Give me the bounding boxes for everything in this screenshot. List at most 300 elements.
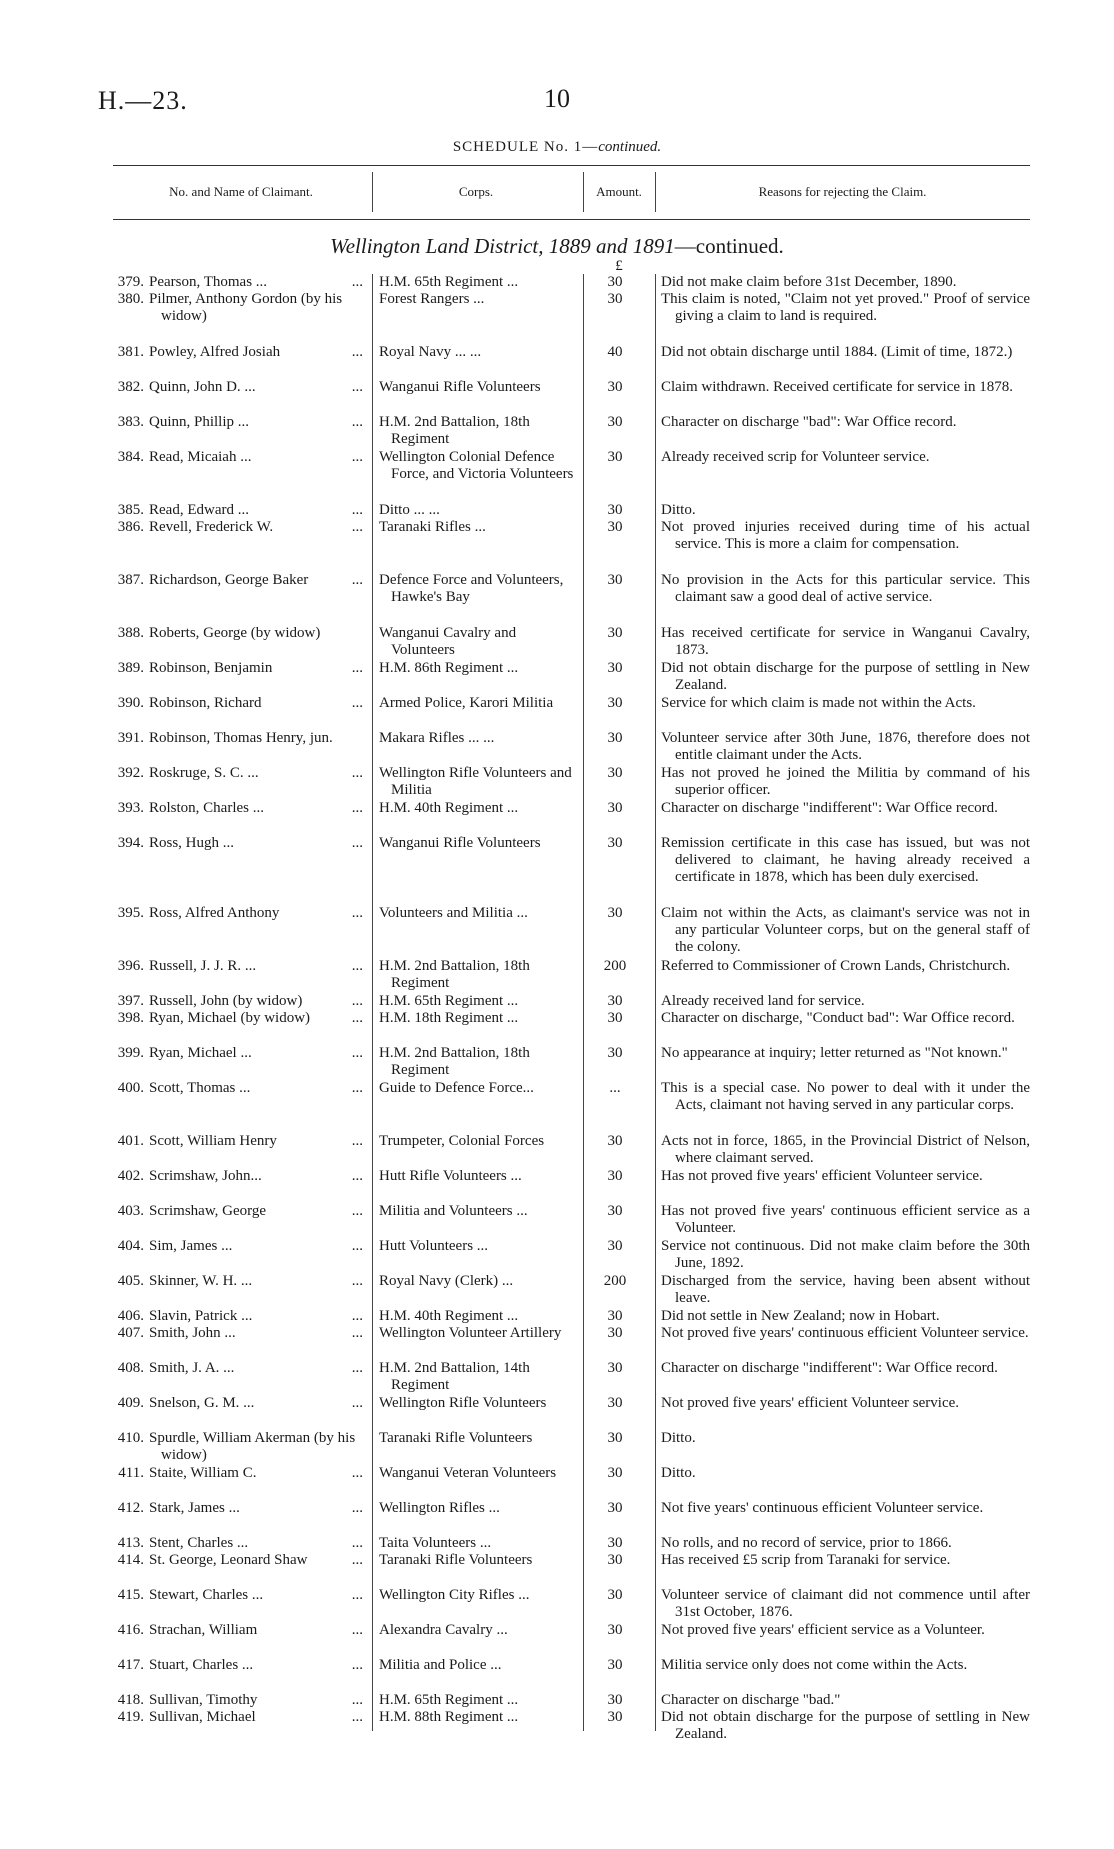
page-number: 10 [544,84,570,113]
column-header-amount: Amount. [596,184,642,199]
reason-cell [651,1203,1030,1238]
claim-number: 411. [118,1465,144,1481]
reason-text: Ditto. [661,502,696,518]
table-row [113,519,1030,572]
claim-number: 401. [117,1133,144,1149]
claim-number: 379. [117,274,144,290]
reason-cell [651,1430,1030,1465]
corps-text: Ditto ... ... [379,502,440,518]
corps-text: H.M. 65th Regiment ... [379,274,519,290]
reason-cell [651,1552,1030,1587]
claimant-name [149,800,363,835]
corps-text: Makara Rifles ... ... [379,730,495,746]
claimant-name [149,660,363,695]
amount-cell: 30 [607,1709,623,1725]
leader-dots: ... [348,1465,363,1482]
claimant-name-text: Strachan, William [149,1622,258,1638]
corps-cell [369,1203,579,1238]
reason-text: Has not proved five years' efficient Volunteer service. [661,1168,983,1184]
reason-cell [651,1273,1030,1308]
table-row [113,449,1030,502]
table-row [113,1622,1030,1657]
claimant-cell [113,835,369,905]
corps-text: Hutt Volunteers ... [379,1238,489,1254]
claim-number: 419. [117,1709,144,1725]
corps-cell [369,1500,579,1535]
amount-cell: 30 [607,730,623,746]
amount-cell: 30 [607,1465,623,1481]
table-row [113,958,1030,993]
corps-text: H.M. 2nd Battalion, 14th Regiment [379,1360,530,1393]
amount-cell: 30 [607,905,623,921]
table-row [113,1500,1030,1535]
amount-cell: 30 [607,800,623,816]
claimant-cell [113,660,369,695]
claimant-cell [113,958,369,993]
claim-number: 397. [117,993,144,1009]
claimant-cell [113,1430,369,1465]
leader-dots: ... [348,1395,363,1412]
claimant-name [149,1080,363,1133]
reason-text: Did not obtain discharge for the purpose of settling in New Zealand. [661,660,1030,693]
amount-cell: 30 [607,502,623,518]
leader-dots: ... [348,1238,363,1255]
corps-cell [369,1133,579,1168]
claim-number: 380. [117,291,144,307]
amount-cell: 30 [607,1657,623,1673]
header-divider [583,172,584,212]
corps-text: Militia and Volunteers ... [379,1203,528,1219]
claim-number: 417. [117,1657,144,1673]
claim-number: 398. [117,1010,144,1026]
leader-dots: ... [348,1657,363,1674]
table-row [113,1325,1030,1360]
claimant-name [149,1238,363,1273]
reason-cell [651,1709,1030,1749]
claimant-name-text: Pearson, Thomas ... [149,274,268,290]
table-row [113,765,1030,800]
reason-text: Character on discharge "indifferent": War Office record. [661,1360,998,1376]
amount-cell: 30 [607,1308,623,1324]
corps-text: Forest Rangers ... [379,291,485,307]
claimant-name-text: Stark, James ... [149,1500,240,1516]
corps-cell [369,1168,579,1203]
corps-text: Royal Navy (Clerk) ... [379,1273,514,1289]
corps-text: Armed Police, Karori Militia [379,695,554,711]
reason-text: This is a special case. No power to deal with it under the Acts, claimant not having served in any particular corps. [661,1080,1030,1113]
claimant-cell [113,1622,369,1657]
claimant-name-text: Stent, Charles ... [149,1535,249,1551]
leader-dots: ... [348,1587,363,1604]
reason-cell [651,502,1030,519]
corps-cell [369,800,579,835]
amount-cell: 30 [607,274,623,290]
claimant-name-text: Robinson, Benjamin [149,660,273,676]
table-row [113,1273,1030,1308]
claimant-name-text: Quinn, John D. ... [149,379,256,395]
claimant-name-text: Pilmer, Anthony Gordon (by his widow) [149,291,343,324]
claimant-name [149,449,363,502]
district-continued: —continued. [674,234,784,258]
claims-table [113,274,1030,1749]
reason-text: Militia service only does not come within the Acts. [661,1657,968,1673]
reason-cell [651,1325,1030,1360]
reason-text: Not proved injuries received during time of his actual service. This is more a claim for compensation. [661,519,1030,552]
header-divider [655,172,656,212]
claimant-name-text: Scrimshaw, George [149,1203,267,1219]
claim-number: 405. [117,1273,144,1289]
reason-cell [651,1360,1030,1395]
claimant-cell [113,502,369,519]
reason-text: Did not make claim before 31st December, 1890. [661,274,957,290]
leader-dots: ... [348,1709,363,1726]
claimant-name-text: Scott, William Henry [149,1133,277,1149]
table-row [113,1045,1030,1080]
leader-dots: ... [348,344,363,361]
claimant-name [149,502,363,519]
claimant-cell [113,730,369,765]
claimant-cell [113,1500,369,1535]
amount-cell: 30 [607,835,623,851]
reason-text: Character on discharge "bad": War Office record. [661,414,957,430]
leader-dots: ... [348,835,363,852]
claimant-name [149,730,363,765]
reason-cell [651,800,1030,835]
claimant-cell [113,291,369,344]
amount-cell: 30 [607,519,623,535]
leader-dots: ... [348,993,363,1010]
reason-text: Did not settle in New Zealand; now in Hobart. [661,1308,940,1324]
header-bottom-rule [113,219,1030,220]
reason-cell [651,1168,1030,1203]
claimant-name [149,274,363,291]
corps-text: H.M. 65th Regiment ... [379,993,519,1009]
claimant-name [149,993,363,1010]
claim-number: 395. [117,905,144,921]
leader-dots: ... [348,1133,363,1150]
claim-number: 402. [117,1168,144,1184]
corps-cell [369,502,579,519]
claimant-cell [113,1709,369,1749]
table-row [113,1238,1030,1273]
table-row [113,1010,1030,1045]
claim-number: 416. [117,1622,144,1638]
claim-number: 392. [117,765,144,781]
reason-text: Has not proved he joined the Militia by command of his superior officer. [661,765,1030,798]
amount-cell: ... [609,1080,621,1096]
claimant-name [149,1535,363,1552]
corps-text: Guide to Defence Force... [379,1080,534,1096]
claimant-cell [113,1238,369,1273]
reason-cell [651,379,1030,414]
corps-cell [369,1395,579,1430]
corps-text: Wellington Volunteer Artillery [379,1325,562,1341]
claimant-cell [113,1045,369,1080]
claim-number: 381. [117,344,144,360]
corps-cell [369,1587,579,1622]
corps-cell [369,1325,579,1360]
reason-text: Acts not in force, 1865, in the Provincial District of Nelson, where claimant served. [661,1133,1030,1166]
amount-cell: 30 [607,1395,623,1411]
table-row [113,274,1030,291]
reason-text: Not proved five years' continuous efficient Volunteer service. [661,1325,1029,1341]
corps-text: H.M. 2nd Battalion, 18th Regiment [379,958,530,991]
leader-dots: ... [348,765,363,782]
table-row [113,905,1030,958]
claimant-name [149,1622,363,1657]
leader-dots: ... [348,1692,363,1709]
reason-cell [651,1622,1030,1657]
claimant-name-text: Smith, John ... [149,1325,236,1341]
claimant-name [149,1168,363,1203]
reason-cell [651,958,1030,993]
amount-cell: 30 [607,1500,623,1516]
leader-dots: ... [348,1168,363,1185]
leader-dots: ... [348,958,363,975]
corps-text: Militia and Police ... [379,1657,502,1673]
corps-cell [369,660,579,695]
reason-text: Character on discharge "indifferent": War Office record. [661,800,998,816]
reason-text: Character on discharge, "Conduct bad": War Office record. [661,1010,1015,1026]
table-row [113,1430,1030,1465]
claim-number: 412. [117,1500,144,1516]
corps-cell [369,1709,579,1749]
claimant-name [149,291,363,344]
claimant-cell [113,905,369,958]
claimant-name [149,958,363,993]
table-row [113,344,1030,379]
corps-text: Taranaki Rifles ... [379,519,486,535]
corps-text: Wellington Colonial Defence Force, and Victoria Volunteers [379,449,574,482]
claimant-name-text: Robinson, Richard [149,695,262,711]
reason-text: Discharged from the service, having been absent without leave. [661,1273,1030,1306]
claim-number: 385. [117,502,144,518]
amount-cell: 30 [607,1010,623,1026]
corps-text: Alexandra Cavalry ... [379,1622,508,1638]
corps-text: H.M. 40th Regiment ... [379,800,519,816]
claim-number: 394. [117,835,144,851]
reason-text: Ditto. [661,1465,696,1481]
claimant-cell [113,1395,369,1430]
corps-cell [369,1080,579,1133]
claimant-cell [113,695,369,730]
reason-text: Has received certificate for service in Wanganui Cavalry, 1873. [661,625,1030,658]
corps-cell [369,958,579,993]
claimant-cell [113,1080,369,1133]
amount-cell: 30 [607,1133,623,1149]
reason-text: Not proved five years' efficient service as a Volunteer. [661,1622,985,1638]
schedule-title-continued: continued. [598,139,662,155]
corps-cell [369,835,579,905]
corps-cell [369,1465,579,1500]
reason-text: Service for which claim is made not within the Acts. [661,695,976,711]
leader-dots: ... [348,274,363,291]
reason-text: Already received land for service. [661,993,865,1009]
table-row [113,1657,1030,1692]
claimant-name-text: Powley, Alfred Josiah [149,344,281,360]
reason-cell [651,572,1030,625]
claimant-name [149,1552,363,1587]
amount-cell: 30 [607,1622,623,1638]
claimant-cell [113,1657,369,1692]
document-reference: H.—23. [98,86,188,115]
claim-number: 408. [117,1360,144,1376]
corps-text: H.M. 2nd Battalion, 18th Regiment [379,1045,530,1078]
amount-cell: 30 [607,1203,623,1219]
claim-number: 418. [117,1692,144,1708]
column-header-corps: Corps. [458,184,494,199]
claimant-name-text: Stewart, Charles ... [149,1587,264,1603]
claimant-name [149,1465,363,1500]
claim-number: 382. [117,379,144,395]
amount-cell: 30 [607,695,623,711]
claim-number: 399. [117,1045,144,1061]
corps-cell [369,1692,579,1709]
table-row [113,625,1030,660]
amount-cell: 30 [607,1430,623,1446]
leader-dots: ... [348,1622,363,1639]
claim-number: 400. [117,1080,144,1096]
corps-text: Wellington Rifle Volunteers [379,1395,547,1411]
claimant-name-text: Quinn, Phillip ... [149,414,250,430]
claimant-name-text: Revell, Frederick W. [149,519,274,535]
claimant-cell [113,1133,369,1168]
leader-dots: ... [348,1535,363,1552]
claimant-name-text: Smith, J. A. ... [149,1360,235,1376]
corps-cell [369,274,579,291]
table-row [113,1133,1030,1168]
claimant-name-text: St. George, Leonard Shaw [149,1552,308,1568]
corps-text: Volunteers and Militia ... [379,905,528,921]
corps-cell [369,1622,579,1657]
claim-number: 387. [117,572,144,588]
table-row [113,1552,1030,1587]
claimant-name [149,572,363,625]
claimant-cell [113,1692,369,1709]
reason-cell [651,449,1030,502]
corps-text: Taranaki Rifle Volunteers [379,1430,533,1446]
claimant-name [149,344,363,379]
claimant-name [149,1692,363,1709]
reason-cell [651,905,1030,958]
corps-cell [369,1535,579,1552]
table-row [113,291,1030,344]
corps-cell [369,519,579,572]
claimant-cell [113,1168,369,1203]
reason-cell [651,695,1030,730]
reason-cell [651,730,1030,765]
leader-dots: ... [348,572,363,589]
claim-number: 410. [117,1430,144,1446]
column-header-name: No. and Name of Claimant. [169,184,313,199]
corps-cell [369,905,579,958]
reason-cell [651,765,1030,800]
claimant-cell [113,519,369,572]
corps-cell [369,379,579,414]
claimant-name-text: Slavin, Patrick ... [149,1308,253,1324]
reason-text: Service not continuous. Did not make claim before the 30th June, 1892. [661,1238,1030,1271]
amount-cell: 30 [607,1692,623,1708]
table-row [113,695,1030,730]
reason-text: Did not obtain discharge for the purpose of settling in New Zealand. [661,1709,1030,1742]
reason-cell [651,1045,1030,1080]
corps-cell [369,449,579,502]
corps-text: H.M. 86th Regiment ... [379,660,519,676]
claim-number: 390. [117,695,144,711]
corps-text: Wanganui Cavalry and Volunteers [379,625,517,658]
claimant-cell [113,1535,369,1552]
claimant-name [149,1308,363,1325]
claimant-cell [113,1010,369,1045]
reason-text: This claim is noted, "Claim not yet proved." Proof of service giving a claim to land is required. [661,291,1030,324]
corps-cell [369,572,579,625]
amount-cell: 30 [607,660,623,676]
claimant-name [149,1360,363,1395]
corps-text: H.M. 88th Regiment ... [379,1709,519,1725]
claimant-name-text: Read, Micaiah ... [149,449,252,465]
table-row [113,660,1030,695]
claimant-name [149,625,363,660]
corps-cell [369,1273,579,1308]
reason-text: Already received scrip for Volunteer service. [661,449,930,465]
leader-dots: ... [348,519,363,536]
reason-text: No provision in the Acts for this particular service. This claimant saw a good deal of active service. [661,572,1030,605]
amount-cell: 30 [607,1045,623,1061]
claimant-cell [113,1360,369,1395]
claimant-name [149,1273,363,1308]
claimant-name-text: Sim, James ... [149,1238,233,1254]
leader-dots: ... [348,379,363,396]
reason-cell [651,625,1030,660]
corps-cell [369,344,579,379]
table-row [113,1203,1030,1238]
corps-cell [369,1430,579,1465]
claimant-name [149,1045,363,1080]
claimant-cell [113,800,369,835]
claim-number: 383. [117,414,144,430]
claimant-name [149,1203,363,1238]
amount-cell: 30 [607,993,623,1009]
reason-cell [651,660,1030,695]
amount-cell: 30 [607,765,623,781]
leader-dots: ... [348,1552,363,1569]
claimant-name [149,765,363,800]
leader-dots: ... [348,800,363,817]
corps-cell [369,1010,579,1045]
amount-cell: 30 [607,1535,623,1551]
claimant-name [149,1010,363,1045]
leader-dots: ... [348,1080,363,1097]
leader-dots: ... [348,660,363,677]
corps-text: Royal Navy ... ... [379,344,482,360]
leader-dots: ... [348,1010,363,1027]
claimant-name [149,1395,363,1430]
corps-cell [369,765,579,800]
corps-cell [369,414,579,449]
leader-dots: ... [348,1500,363,1517]
amount-cell: 30 [607,1360,623,1376]
claimant-cell [113,765,369,800]
claimant-cell [113,414,369,449]
amount-cell: 30 [607,572,623,588]
amount-cell: 30 [607,625,623,641]
amount-cell: 200 [603,1273,627,1289]
amount-cell: 30 [607,1168,623,1184]
corps-cell [369,1552,579,1587]
corps-text: Defence Force and Volunteers, Hawke's Bay [379,572,564,605]
reason-text: Volunteer service of claimant did not commence until after 31st October, 1876. [661,1587,1030,1620]
schedule-title-main: SCHEDULE No. 1— [452,139,599,155]
